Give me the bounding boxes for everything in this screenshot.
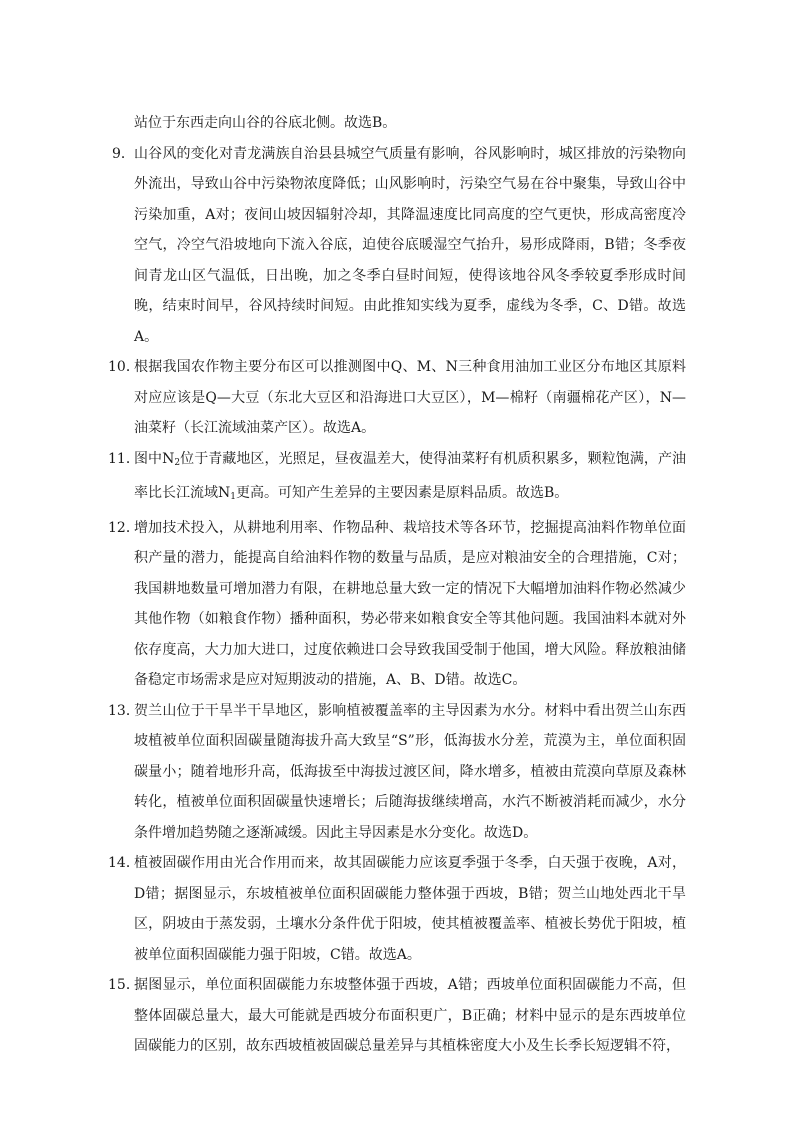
item-text: 据图显示，单位面积固碳能力东坡整体强于西坡，A错；西坡单位面积固碳能力不高，但整体固碳总量大，最大可能就是西坡分布面积更广，B正确；材料中显示的是东西坡单位固碳能力的区别，故东西坡植被固碳总量差异与其植株密度大小及生长季长短逻辑不符， — [134, 977, 686, 1054]
answer-item-12 — [108, 513, 686, 696]
item-number: 14． — [108, 855, 140, 871]
answer-item-9 — [108, 139, 686, 353]
item-number: 12． — [108, 519, 140, 536]
item-text: 根据我国农作物主要分布区可以推测图中Q、M、N三种食用油加工业区分布地区其原料对应应该是Q—大豆（东北大豆区和沿海进口大豆区），M—棉籽（南疆棉花产区），N—油菜籽（长江流域油菜产区）。故选A。 — [134, 359, 686, 436]
answer-item-11 — [108, 444, 686, 513]
text-segment: 图中N — [134, 450, 175, 467]
text-segment: 更高。可知产生差异的主要因素是原料品质。故选B。 — [235, 485, 569, 501]
item-text — [134, 444, 686, 513]
subscript: 2 — [174, 457, 181, 468]
answer-item-13 — [108, 696, 686, 849]
item-number: 15． — [108, 977, 140, 993]
continued-paragraph: 站位于东西走向山谷的谷底北侧。故选B。 — [134, 115, 397, 131]
item-number: 11． — [108, 450, 140, 467]
item-number: 9． — [112, 145, 135, 162]
answer-item-15 — [108, 970, 686, 1062]
item-text: 山谷风的变化对青龙满族自治县县城空气质量有影响，谷风影响时，城区排放的污染物向外流出，导致山谷中污染物浓度降低；山风影响时，污染空气易在谷中聚集，导致山谷中污染加重，A对；夜间山坡因辐射冷却，其降温速度比同高度的空气更快，形成高密度冷空气，冷空气沿坡地向下流入谷底，迫使谷底暖湿空气抬升，易形成降雨，B错；冬季夜间青龙山区气温低，日出晚，加之冬季白昼时间短，使得该地谷风冬季较夏季形成时间晚，结束时间早，谷风持续时间短。由此推知实线为夏季，虚线为冬季，C、D错。故选A。 — [134, 145, 686, 345]
answer-item-10 — [108, 352, 686, 444]
item-number: 13． — [108, 702, 140, 719]
item-number: 10． — [108, 359, 140, 375]
answer-item-14 — [108, 848, 686, 970]
item-text: 植被固碳作用由光合作用而来，故其固碳能力应该夏季强于冬季，白天强于夜晚，A对，D错；据图显示，东坡植被单位面积固碳能力整体强于西坡，B错；贺兰山地处西北干旱区，阴坡由于蒸发弱，土壤水分条件优于阳坡，使其植被覆盖率、植被长势优于阳坡，植被单位面积固碳能力强于阳坡，C错。故选A。 — [134, 855, 686, 963]
text-segment: 位于青藏地区，光照足，昼夜温差大，使得油菜籽有机质积累多，颗粒饱满，产油率比长江流域N — [134, 450, 687, 501]
item-text: 贺兰山位于干旱半干旱地区，影响植被覆盖率的主导因素为水分。材料中看出贺兰山东西坡植被单位面积固碳量随海拔升高大致呈“S”形，低海拔水分差，荒漠为主，单位面积固碳量小；随着地形升高，低海拔至中海拔过渡区间，降水增多，植被由荒漠向草原及森林转化，植被单位面积固碳量快速增长；后随海拔继续增高，水汽不断被消耗而减少，水分条件增加趋势随之逐渐减缓。因此主导因素是水分变化。故选D。 — [134, 702, 686, 841]
item-text: 增加技术投入，从耕地利用率、作物品种、栽培技术等各环节，挖掘提高油料作物单位面积产量的潜力，能提高自给油料作物的数量与品质，是应对粮油安全的合理措施，C对；我国耕地数量可增加潜力有限，在耕地总量大致一定的情况下大幅增加油料作物必然减少其他作物（如粮食作物）播种面积，势必带来如粮食安全等其他问题。我国油料本就对外依存度高，大力加大进口，过度依赖进口会导致我国受制于他国，增大风险。释放粮油储备稳定市场需求是应对短期波动的措施，A、B、D错。故选C。 — [134, 519, 686, 688]
subscript: 1 — [230, 492, 236, 502]
answer-explanations — [108, 108, 686, 1062]
